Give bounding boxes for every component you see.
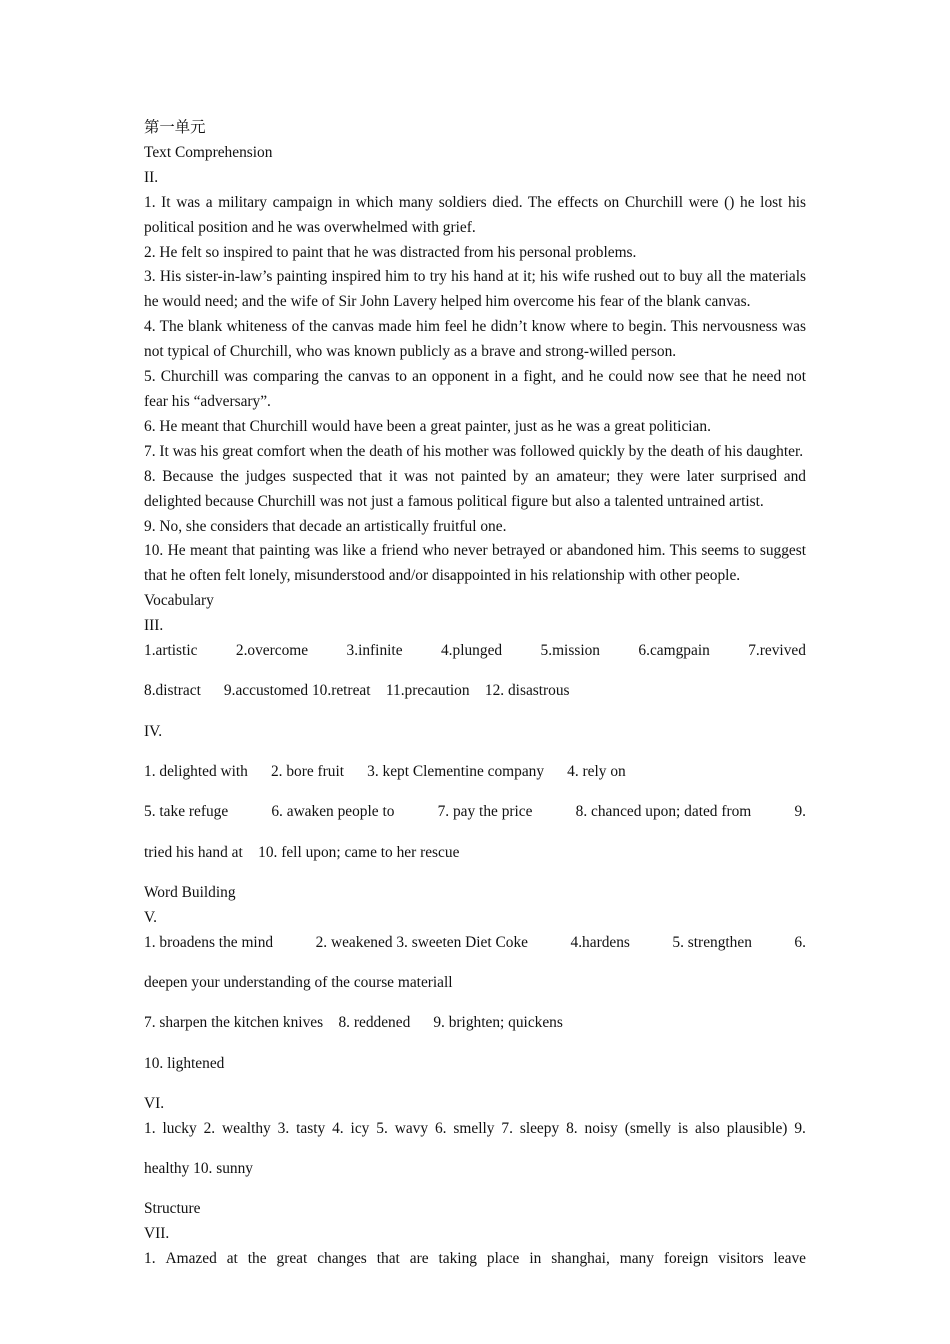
word: Amazed [165, 1250, 217, 1268]
part-label-iv: IV. [144, 722, 163, 740]
answer-word: 7.revived [748, 642, 806, 660]
answer-ii-10: 10. He meant that painting was like a friend who never betrayed or abandoned him. This seems to suggest that he often felt lonely, misunderstood and/or disappointed in his relationship with other people. [144, 542, 806, 585]
answers-vi-row-1 [144, 1117, 806, 1142]
answers-vii-row-1 [144, 1247, 806, 1272]
answer-phrase: 1. broadens the mind [144, 933, 274, 951]
word: taking [438, 1250, 477, 1268]
section-heading-text-comprehension: Text Comprehension [144, 143, 273, 161]
word: wealthy [222, 1119, 271, 1137]
answers-v-row-3: 7. sharpen the kitchen knives 8. reddened 9. brighten; quickens [144, 1014, 563, 1032]
answer-ii-5: 5. Churchill was comparing the canvas to an opponent in a fight, and he could now see that he need not fear his “adversary”. [144, 368, 806, 410]
word: 9. [794, 1119, 806, 1137]
answer-ii-1: 1. It was a military campaign in which many soldiers died. The effects on Churchill were () he lost his political position and he was overwhelmed with grief. [144, 193, 806, 236]
word: place [486, 1250, 520, 1268]
answers-iii-row-1 [144, 639, 806, 664]
answer-phrase: 5. strengthen [672, 933, 752, 951]
word: plausible) [726, 1119, 788, 1137]
word: smelly [453, 1119, 495, 1137]
answer-phrase: 8. chanced upon; dated from [575, 803, 752, 821]
part-label-v: V. [144, 908, 157, 926]
answers-v-row-1 [144, 931, 806, 956]
answer-phrase: 2. weakened 3. sweeten Diet Coke [315, 933, 528, 951]
part-label-ii: II. [144, 168, 159, 186]
answer-ii-9: 9. No, she considers that decade an artistically fruitful one. [144, 517, 507, 535]
answer-word: 3.infinite [346, 642, 403, 660]
word: 8. [566, 1119, 578, 1137]
answer-phrase: 7. pay the price [437, 803, 533, 821]
answers-v-row-4: 10. lightened [144, 1054, 225, 1072]
word: 7. [501, 1119, 513, 1137]
answer-ii-2: 2. He felt so inspired to paint that he was distracted from his personal problems. [144, 243, 637, 261]
answer-ii-4: 4. The blank whiteness of the canvas made him feel he didn’t know where to begin. This nervousness was not typical of Churchill, who was known publicly as a brave and strong-willed person. [144, 318, 806, 361]
word: lucky [162, 1119, 197, 1137]
answer-ii-8: 8. Because the judges suspected that it was not painted by an amateur; they were later surprised and delighted because Churchill was not just a famous political figure but also a talented untrained artist. [144, 467, 806, 510]
answers-iv-row-3: tried his hand at 10. fell upon; came to her rescue [144, 843, 460, 861]
word: the [247, 1250, 267, 1268]
document-page [144, 116, 806, 1272]
word: leave [773, 1250, 806, 1268]
word: changes [317, 1250, 367, 1268]
answer-word: 4.plunged [440, 642, 503, 660]
answer-word: 1.artistic [144, 642, 198, 660]
answer-word: 6.camgpain [638, 642, 710, 660]
word: shanghai, [551, 1250, 610, 1268]
part-label-vi: VI. [144, 1094, 165, 1112]
answer-word: 5.mission [540, 642, 600, 660]
word: visitors [718, 1250, 764, 1268]
word: in [529, 1250, 542, 1268]
answers-iv-row-1: 1. delighted with 2. bore fruit 3. kept Clementine company 4. rely on [144, 762, 626, 780]
word: is [677, 1119, 689, 1137]
section-heading-vocabulary: Vocabulary [144, 592, 214, 610]
answers-v-row-2: deepen your understanding of the course materiall [144, 973, 453, 991]
answers-vi-row-2: healthy 10. sunny [144, 1160, 254, 1178]
word: many [619, 1250, 654, 1268]
section-heading-structure: Structure [144, 1200, 201, 1218]
answer-ii-7: 7. It was his great comfort when the death of his mother was followed quickly by the death of his daughter. [144, 442, 804, 460]
unit-title: 第一单元 [144, 119, 206, 136]
part-label-iii: III. [144, 617, 164, 635]
word: also [695, 1119, 720, 1137]
answer-word: 2.overcome [235, 642, 309, 660]
word: that [376, 1250, 400, 1268]
word: 2. [203, 1119, 216, 1137]
word: at [226, 1250, 238, 1268]
word: foreign [663, 1250, 709, 1268]
word: 1. [144, 1119, 156, 1137]
word: sleepy [519, 1119, 560, 1137]
word: noisy [584, 1119, 618, 1137]
word: great [276, 1250, 308, 1268]
answers-iii-row-2: 8.distract 9.accustomed 10.retreat 11.precaution 12. disastrous [144, 682, 570, 700]
answer-phrase: 4.hardens [570, 933, 630, 951]
answer-phrase: 6. [794, 933, 806, 951]
word: 6. [434, 1119, 447, 1137]
word: wavy [394, 1119, 429, 1137]
answer-phrase: 9. [794, 803, 806, 821]
word: icy [350, 1119, 370, 1137]
word: (smelly [624, 1119, 671, 1137]
answer-phrase: 6. awaken people to [271, 803, 395, 821]
word: 5. [376, 1119, 388, 1137]
word: 1. [144, 1250, 156, 1268]
word: 4. [332, 1119, 344, 1137]
answer-ii-6: 6. He meant that Churchill would have been a great painter, just as he was a great politician. [144, 417, 711, 435]
answer-ii-3: 3. His sister-in-law’s painting inspired him to try his hand at it; his wife rushed out to buy all the materials he would need; and the wife of Sir John Lavery helped him overcome his fear of the blank canvas. [144, 268, 806, 311]
section-heading-word-building: Word Building [144, 883, 236, 901]
answer-phrase: 5. take refuge [144, 803, 229, 821]
word: 3. [277, 1119, 290, 1137]
word: are [409, 1250, 429, 1268]
answers-iv-row-2 [144, 800, 806, 825]
part-label-vii: VII. [144, 1225, 170, 1243]
word: tasty [296, 1119, 326, 1137]
